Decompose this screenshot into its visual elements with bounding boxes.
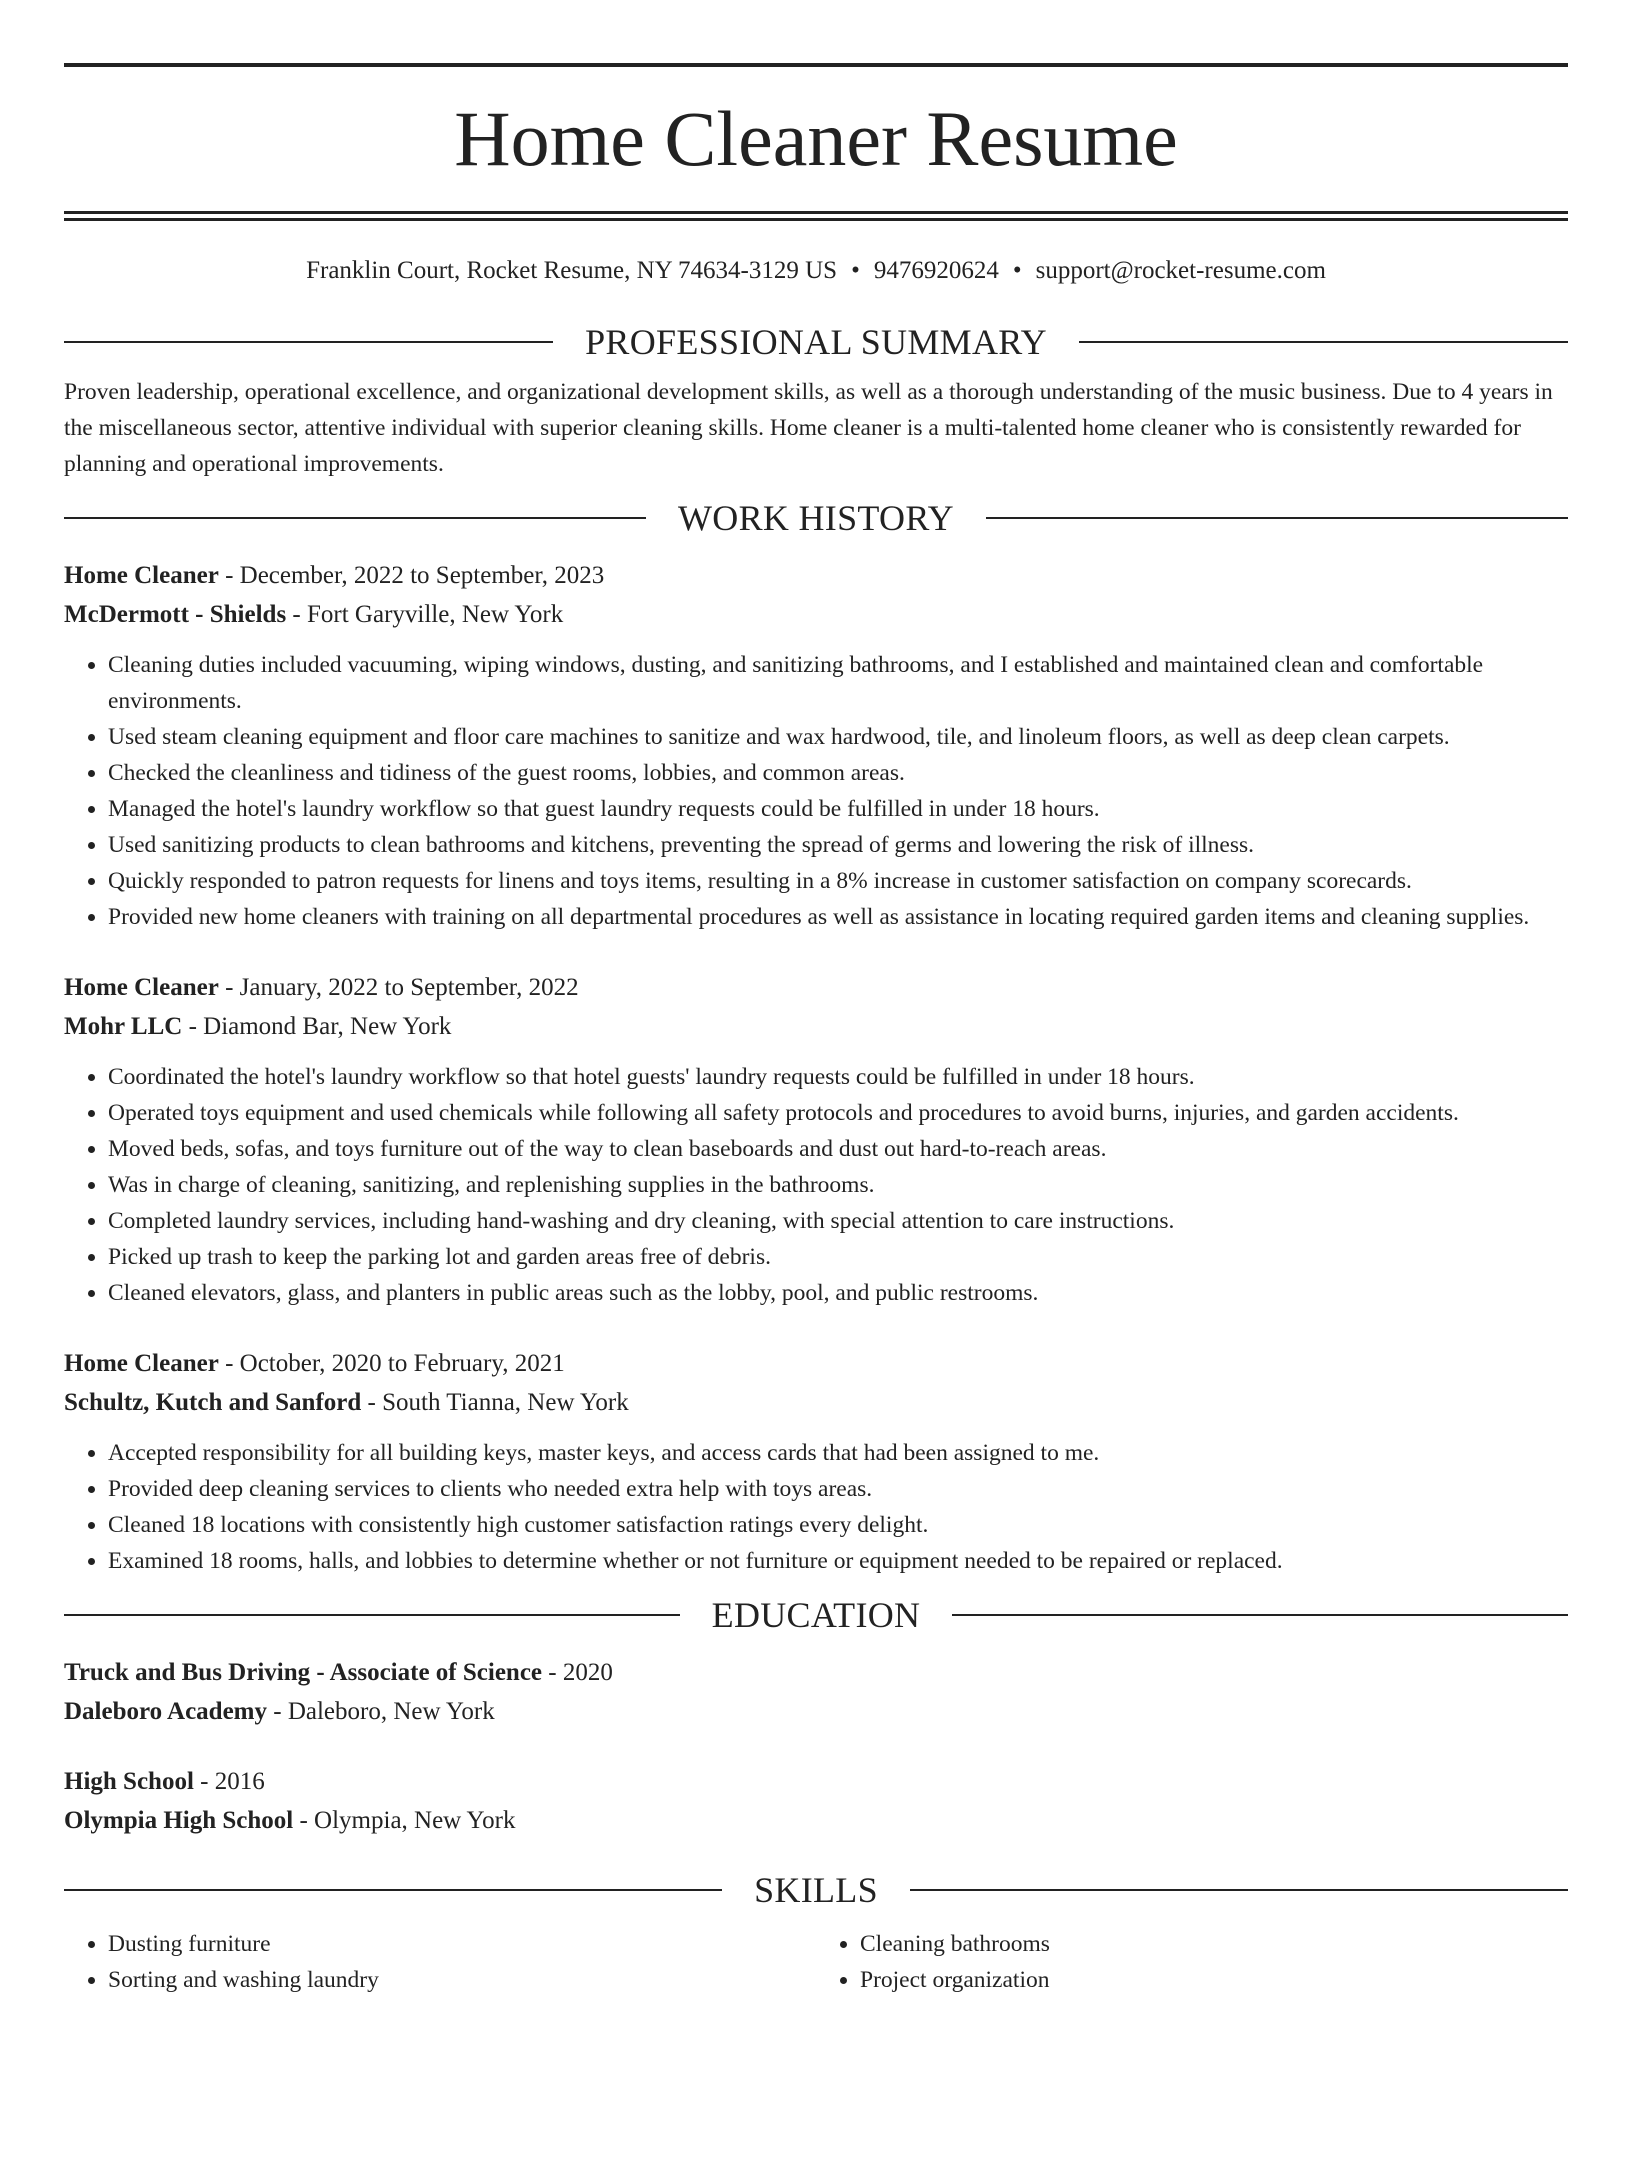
dash: - xyxy=(286,601,307,628)
education-school: Olympia High School xyxy=(64,1807,294,1834)
job-location: Fort Garyville, New York xyxy=(307,601,564,628)
job-location: Diamond Bar, New York xyxy=(203,1013,452,1040)
dash: - xyxy=(218,974,240,1001)
section-title: WORK HISTORY xyxy=(678,498,954,538)
section-header-summary xyxy=(64,324,1568,360)
skill-item: • Cleaning bathrooms xyxy=(860,1926,1568,1962)
job-company-line xyxy=(64,595,1568,634)
job-duties xyxy=(64,647,1568,935)
skill-item: • Sorting and washing laundry xyxy=(108,1962,816,1998)
section-rule-left xyxy=(64,517,646,519)
job-duty: • Was in charge of cleaning, sanitizing, and replenishing supplies in the bathrooms. xyxy=(108,1167,1568,1203)
education-school-line xyxy=(64,1801,1568,1840)
education-entry xyxy=(64,1762,1568,1840)
contact-separator: • xyxy=(851,257,860,284)
job-duty: • Managed the hotel's laundry workflow so that guest laundry requests could be fulfilled in under 18 hours. xyxy=(108,791,1568,827)
education-degree-line xyxy=(64,1762,1568,1801)
job-duty: • Quickly responded to patron requests for linens and toys items, resulting in a 8% increase in customer satisfaction on company scorecards. xyxy=(108,863,1568,899)
job-entry xyxy=(64,968,1568,1311)
section-title: SKILLS xyxy=(754,1870,878,1910)
contact-separator: • xyxy=(1012,257,1022,284)
job-duty: • Completed laundry services, including hand-washing and dry cleaning, with special attention to care instructions. xyxy=(108,1203,1568,1239)
education-degree: Truck and Bus Driving - Associate of Science xyxy=(64,1659,543,1686)
dash: - xyxy=(361,1389,383,1416)
job-entry xyxy=(64,1344,1568,1579)
job-company: Mohr LLC xyxy=(64,1013,183,1040)
job-duty: • Moved beds, sofas, and toys furniture out of the way to clean baseboards and dust out hard-to-reach areas. xyxy=(108,1131,1568,1167)
resume-title: Home Cleaner Resume xyxy=(454,95,1178,182)
section-rule-left xyxy=(64,1614,680,1616)
job-duty: • Cleaned elevators, glass, and planters in public areas such as the lobby, pool, and public restrooms. xyxy=(108,1275,1568,1311)
education-degree-line xyxy=(64,1653,1568,1692)
section-rule-right xyxy=(952,1614,1568,1616)
education-location: Daleboro, New York xyxy=(287,1698,495,1725)
job-entry xyxy=(64,556,1568,935)
education-year: 2016 xyxy=(214,1768,265,1795)
job-title-line xyxy=(64,1344,1568,1383)
job-title-line xyxy=(64,968,1568,1007)
job-title-line xyxy=(64,556,1568,595)
job-company-line xyxy=(64,1007,1568,1046)
skills-grid xyxy=(64,1926,1568,1998)
education-degree: High School xyxy=(64,1768,194,1795)
top-rule xyxy=(64,63,1568,67)
job-title: Home Cleaner xyxy=(64,562,219,589)
summary-paragraph: Proven leadership, operational excellence, and organizational development skills, as well as a thorough understanding of the music business. Due to 4 years in the miscellaneous sector, attentive individual with superior cleaning skills. Home cleaner is a multi-talented home cleaner who is consistently rewarded for planning and operational improvements. xyxy=(64,379,1553,477)
job-duty: • Coordinated the hotel's laundry workflow so that hotel guests' laundry requests could be fulfilled in under 18 hours. xyxy=(108,1059,1568,1095)
contact-email: support@rocket-resume.com xyxy=(1035,257,1326,284)
section-rule-left xyxy=(64,341,553,343)
education-location: Olympia, New York xyxy=(314,1807,516,1834)
job-company: McDermott - Shields xyxy=(64,601,287,628)
job-duty: • Used steam cleaning equipment and floor care machines to sanitize and wax hardwood, tile, and linoleum floors, as well as deep clean carpets. xyxy=(108,719,1568,755)
dash: - xyxy=(182,1013,204,1040)
education-entry xyxy=(64,1653,1568,1731)
job-dates: December, 2022 to September, 2023 xyxy=(239,562,605,589)
skills-column-left xyxy=(64,1926,816,1998)
education-year: 2020 xyxy=(562,1659,613,1686)
skills-column-right xyxy=(816,1926,1568,1998)
section-rule-left xyxy=(64,1889,722,1891)
dash: - xyxy=(542,1659,563,1686)
section-title: PROFESSIONAL SUMMARY xyxy=(585,322,1047,362)
job-dates: January, 2022 to September, 2022 xyxy=(239,974,579,1001)
job-duty: • Picked up trash to keep the parking lot and garden areas free of debris. xyxy=(108,1239,1568,1275)
section-rule-right xyxy=(1079,341,1568,343)
job-title: Home Cleaner xyxy=(64,1350,219,1377)
job-duty: • Cleaned 18 locations with consistently high customer satisfaction ratings every delight. xyxy=(108,1507,1568,1543)
job-duty: • Used sanitizing products to clean bathrooms and kitchens, preventing the spread of germs and lowering the risk of illness. xyxy=(108,827,1568,863)
dash: - xyxy=(293,1807,315,1834)
section-title: EDUCATION xyxy=(711,1595,921,1635)
job-company: Schultz, Kutch and Sanford xyxy=(64,1389,362,1416)
dash: - xyxy=(218,562,240,589)
job-duty: • Operated toys equipment and used chemicals while following all safety protocols and procedures to avoid burns, injuries, and garden accidents. xyxy=(108,1095,1568,1131)
dash: - xyxy=(193,1768,215,1795)
section-header-education xyxy=(64,1597,1568,1633)
education-school-line xyxy=(64,1692,1568,1731)
education-school: Daleboro Academy xyxy=(64,1698,267,1725)
job-title: Home Cleaner xyxy=(64,974,219,1001)
skill-item: • Dusting furniture xyxy=(108,1926,816,1962)
section-header-work xyxy=(64,500,1568,536)
job-duty: • Cleaning duties included vacuuming, wiping windows, dusting, and sanitizing bathrooms, and I established and maintained clean and comfortable environments. xyxy=(108,647,1568,719)
resume-page xyxy=(0,63,1632,2175)
contact-address: Franklin Court, Rocket Resume, NY 74634-3129 US xyxy=(306,257,838,284)
job-duty: • Accepted responsibility for all building keys, master keys, and access cards that had been assigned to me. xyxy=(108,1435,1568,1471)
skill-item: • Project organization xyxy=(860,1962,1568,1998)
title-double-rule xyxy=(64,211,1568,221)
dash: - xyxy=(267,1698,288,1725)
job-duties xyxy=(64,1435,1568,1579)
section-header-skills xyxy=(64,1872,1568,1908)
job-duty: • Provided deep cleaning services to clients who needed extra help with toys areas. xyxy=(108,1471,1568,1507)
job-duties xyxy=(64,1059,1568,1311)
job-duty: • Examined 18 rooms, halls, and lobbies to determine whether or not furniture or equipment needed to be repaired or replaced. xyxy=(108,1543,1568,1579)
dash: - xyxy=(218,1350,240,1377)
section-rule-right xyxy=(910,1889,1568,1891)
job-company-line xyxy=(64,1383,1568,1422)
job-duty: • Provided new home cleaners with training on all departmental procedures as well as assistance in locating required garden items and cleaning supplies. xyxy=(108,899,1568,935)
job-location: South Tianna, New York xyxy=(382,1389,629,1416)
section-rule-right xyxy=(986,517,1568,519)
job-dates: October, 2020 to February, 2021 xyxy=(239,1350,565,1377)
job-duty: • Checked the cleanliness and tidiness of the guest rooms, lobbies, and common areas. xyxy=(108,755,1568,791)
contact-phone: 9476920624 xyxy=(873,257,999,284)
contact-line xyxy=(64,258,1568,283)
